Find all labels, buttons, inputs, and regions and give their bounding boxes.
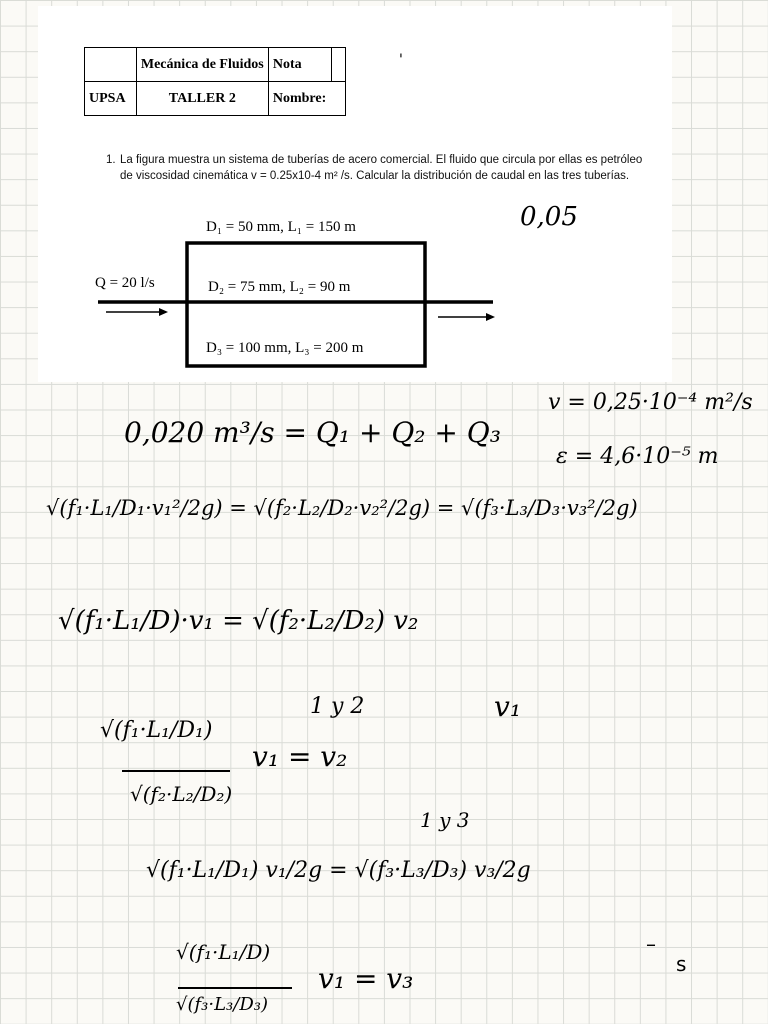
grade-label: Nota bbox=[268, 48, 331, 82]
equation-1-3: √(f₁·L₁/D₁) v₁/2g = √(f₃·L₃/D₃) v₃/2g bbox=[146, 858, 531, 883]
ratio-1-2-result: v₁ = v₂ bbox=[252, 740, 348, 773]
flow-label: Q = 20 l/s bbox=[95, 275, 155, 291]
pair-1-3-label: 1 y 3 bbox=[420, 808, 470, 832]
v1-note: v₁ bbox=[494, 690, 522, 723]
continuity-equation: 0,020 m³/s = Q₁ + Q₂ + Q₃ bbox=[124, 416, 501, 449]
margin-squiggle: s bbox=[676, 952, 687, 976]
course-title: Mecánica de Fluidos bbox=[136, 48, 268, 82]
problem-text: La figura muestra un sistema de tuberías de acero comercial. El fluido que circula por ellas es petróleo de viscosidad cinemática v = 0.25x10-4 m² /s. Calcular la distribución de caudal en las tres tuberías. bbox=[120, 154, 643, 182]
ratio-1-2-denominator: √(f₂·L₂/D₂) bbox=[130, 782, 233, 806]
margin-note: 0,05 bbox=[520, 202, 578, 232]
pipe3-label: D₃ = 100 mm, L₃ = 200 m bbox=[206, 340, 364, 356]
simplified-equation: √(f₁·L₁/D)·v₁ = √(f₂·L₂/D₂) v₂ bbox=[58, 606, 419, 636]
ratio-1-3-denominator: √(f₃·L₃/D₃) bbox=[176, 994, 268, 1015]
roughness-note: ε = 4,6·10⁻⁵ m bbox=[556, 444, 719, 469]
pair-1-2-label: 1 y 2 bbox=[310, 694, 365, 719]
margin-dash: – bbox=[646, 932, 656, 956]
name-label: Nombre: bbox=[268, 82, 345, 116]
assignment-title: TALLER 2 bbox=[136, 82, 268, 116]
institution-label: UPSA bbox=[85, 82, 137, 116]
head-loss-equation: √(f₁·L₁/D₁·v₁²/2g) = √(f₂·L₂/D₂·v₂²/2g) = √(f₃·L₃/D₃·v₃²/2g) bbox=[46, 496, 638, 520]
pipe2-label: D₂ = 75 mm, L₂ = 90 m bbox=[208, 279, 351, 295]
ratio-1-3-result: v₁ = v₃ bbox=[318, 962, 414, 995]
pipe1-label: D₁ = 50 mm, L₁ = 150 m bbox=[206, 219, 356, 235]
stray-mark: ' bbox=[399, 52, 403, 68]
viscosity-note: v = 0,25·10⁻⁴ m²/s bbox=[548, 390, 753, 415]
problem-number: 1. bbox=[106, 154, 116, 166]
ratio-1-2-numerator: √(f₁·L₁/D₁) bbox=[100, 718, 213, 743]
ratio-1-3-numerator: √(f₁·L₁/D) bbox=[176, 940, 271, 964]
